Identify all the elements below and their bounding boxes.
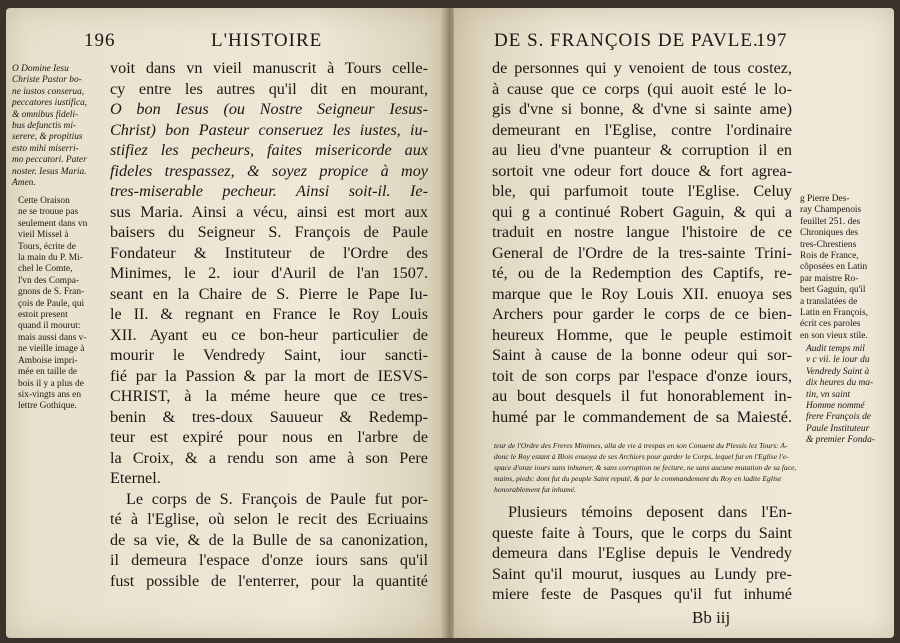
text-line: au lieu d'vne puanteur & corruption il en [492, 141, 792, 159]
text-line: humé par le commandement de sa Maiesté. [492, 407, 792, 426]
margin-line: gnons de S. Fran- [18, 287, 85, 298]
margin-line: tin, vn saint [806, 389, 851, 400]
text-line: demeurant en l'Eglise, contre l'ordinaire [492, 120, 792, 139]
margin-line: écrit ces paroles [800, 319, 861, 330]
margin-line: Amen. [12, 178, 36, 189]
text-line: queste faite à Tours, que le corps du Saint [492, 523, 792, 542]
margin-line: lettre Gothique. [18, 401, 77, 412]
text-line: de personnes qui y venoient de tous costez, [492, 59, 792, 77]
text-line: Eternel. [110, 469, 161, 487]
margin-line: Paule Instituteur [806, 423, 870, 434]
margin-line: en son vieux stile. [800, 330, 868, 341]
margin-line: ne se trouue pas [18, 207, 79, 218]
margin-line: çois de Paule, qui [18, 298, 85, 309]
text-line: General de l'Ordre de la tres-sainte Trini- [492, 243, 792, 262]
text-line: Plusieurs témoins deposent dans l'En- [508, 503, 792, 521]
text-line: cy entre les autres qu'il dit en mourant, [110, 79, 428, 98]
margin-line: serere, & propitius [12, 132, 83, 143]
margin-line: & premier Fonda- [806, 435, 875, 446]
margin-line: ray Champenois [800, 205, 862, 216]
margin-line: peccatores iustifica, [12, 98, 88, 109]
text-line: miere feste de Pasques qu'il fut inhumé [492, 585, 792, 603]
margin-line: chel le Comte, [18, 264, 73, 275]
margin-line: Cette Oraison [18, 196, 70, 206]
text-line: marque que le Roy Louis XII. enuoya ses [492, 284, 792, 303]
text-line: fideles trespassez, & soyez propice à moy [110, 161, 428, 180]
text-line: Le corps de S. François de Paule fut por- [126, 489, 428, 508]
text-line: Minimes, le 2. iour d'Auril de l'an 1507. [110, 264, 428, 282]
margin-line: feuillet 251. des [800, 216, 861, 227]
text-line: fust possible de l'enterrer, pour la quantité [110, 571, 428, 590]
footnote-line: teur de l'Ordre des Freres Minimes, alla de vie à trespas en son Conuent du Plessis lez Tours: A- [494, 441, 788, 450]
margin-note-citation [800, 194, 868, 342]
text-line: mourir le Vendredy Saint, iour sancti- [110, 346, 428, 364]
text-line: Archers pour garder le corps de ce bien- [492, 305, 792, 323]
text-line: O bon Iesus (ou Nostre Seigneur Iesus- [110, 100, 428, 118]
margin-line: tres-Chrestiens [800, 239, 857, 250]
text-line: gis d'vne si bonne, & d'vne si sainte ame) [492, 100, 792, 118]
margin-line: par maistre Ro- [800, 273, 859, 284]
margin-line: mo peccatori. Pater [12, 155, 87, 166]
margin-line: dix heures du ma- [806, 378, 874, 389]
margin-line: Audit temps mil [806, 344, 865, 354]
margin-note-chronicle-quote [806, 344, 875, 447]
right-page-number: 197 [756, 30, 788, 51]
right-body-text-continued [492, 502, 792, 605]
text-line: toit de son corps par l'espace d'onze iours, [492, 366, 792, 385]
signature-mark: Bb iij [692, 608, 731, 627]
margin-line: l'vn des Compa- [18, 275, 80, 286]
text-line: la Croix, & a rendu son ame à son Pere [110, 448, 428, 467]
text-line: le II. & regnant en France le Roy Louis [110, 305, 428, 323]
margin-line: noster. Iesus Maria. [12, 166, 87, 177]
margin-line: bois il y a plus de [18, 378, 84, 389]
margin-line: cõposées en Latin [800, 262, 868, 273]
margin-line: Chroniques des [800, 228, 859, 239]
margin-line: bus defunctis mi- [12, 121, 77, 132]
text-line: au bout desquels il fut honorablement in- [492, 387, 792, 405]
text-line: Saint qu'il mourut, iusques au Lundy pre- [492, 564, 792, 583]
text-line: Fondateur & Instituteur de l'Ordre des [110, 243, 428, 262]
footnote-line: mains, pieds: dont fut du peuple Saint reputé, & par le commandement du Roy en ladite Eglise [494, 474, 782, 483]
margin-line: esto mihi miserri- [12, 143, 79, 154]
margin-line: ne vieille image à [18, 344, 85, 355]
margin-line: seulement dans vn [18, 218, 88, 229]
right-page [454, 8, 894, 638]
margin-note-latin-prayer [12, 64, 87, 189]
margin-line: quand il mourut: [18, 321, 81, 332]
margin-line: a translatées de [800, 296, 858, 307]
text-line: té, ou de la Redemption des Captifs, re- [492, 264, 792, 282]
text-line: Saint à cause de la bonne odeur qui sor- [492, 346, 792, 364]
text-line: Christ) bon Pasteur conseruez les iustes, iu- [110, 120, 428, 139]
margin-line: six-vingts ans en [18, 389, 82, 400]
left-page-number: 196 [84, 30, 116, 51]
footnote-line: space d'onze iours sans inhumer, & sans corruption ne fecture, ne sans aucune mutation de sa face, [494, 463, 797, 472]
text-line: té à l'Eglise, où selon le recit des Ecriuains [110, 510, 428, 528]
margin-line: v c vii. le iour du [806, 355, 870, 366]
text-line: qui g a continué Robert Gaguin, & qui a [492, 202, 792, 221]
text-line: fié par la Passion & par la mort de IESVS- [110, 366, 428, 385]
text-line: seant en la Chaire de S. Pierre le Pape Iu- [110, 284, 428, 303]
margin-line: ne iustos conserua, [12, 86, 85, 97]
footnote-line: donc le Roy estant à Blois enuoya de ses Archiers pour garder le Corps, lequel fut en l'Eglise l'e- [494, 452, 789, 461]
left-body-text [110, 58, 428, 591]
text-line: heureux Homme, que le peuple estimoit [492, 325, 792, 344]
margin-line: mais aussi dans v- [18, 332, 87, 343]
margin-line: Christe Pastor bo- [12, 75, 82, 86]
text-line: demeura dans l'Eglise depuis le Vendredy [492, 544, 792, 562]
margin-line: frere François de [806, 412, 871, 423]
margin-line: Vendredy Saint à [806, 366, 870, 377]
footnote-continuation [494, 440, 884, 495]
text-line: teur est expiré pour nous en l'arbre de [110, 428, 428, 446]
margin-line: g Pierre Des- [800, 194, 850, 204]
margin-line: Homme nommé [806, 401, 865, 412]
text-line: XII. Ayant eu ce bon-heur particulier de [110, 325, 428, 344]
left-running-head: L'HISTOIRE [211, 30, 323, 51]
margin-line: mée en taille de [18, 367, 78, 378]
text-line: il demeura l'espace d'onze iours sans qu'il [110, 551, 428, 569]
text-line: traduit en nostre langue l'histoire de ce [492, 223, 792, 241]
margin-line: Latin en François, [800, 308, 868, 319]
text-line: sortoit vne odeur fort douce & fort agrea- [492, 161, 792, 180]
text-line: stifiez les pecheurs, faites misericorde aux [110, 141, 428, 159]
margin-line: Rois de France, [800, 251, 859, 262]
text-line: baisers du Seigneur S. François de Paule [110, 223, 428, 241]
margin-line: bert Gaguin, qu'il [800, 285, 866, 296]
margin-line: Amboise impri- [18, 355, 78, 366]
right-body-text [492, 58, 792, 427]
margin-line: Tours, écrite de [18, 241, 76, 252]
margin-line: la main du P. Mi- [18, 253, 83, 264]
margin-line: vieil Missel à [18, 230, 69, 241]
margin-line: estoit present [18, 310, 68, 321]
text-line: de sa vie, & de la Bulle de sa canonization, [110, 530, 428, 549]
margin-note-french-oraison [18, 196, 87, 413]
footnote-line: honorablement fut inhumé. [494, 485, 577, 494]
text-line: voit dans vn vieil manuscrit à Tours celle- [110, 59, 428, 77]
text-line: benin & tres-doux Sauueur & Redemp- [110, 407, 428, 426]
text-line: tres-miserable pecheur. Ainsi soit-il. Ie- [110, 182, 428, 200]
text-line: ble, qui parfumoit toute l'Eglise. Celuy [492, 182, 792, 200]
left-page [6, 8, 446, 638]
margin-line: O Domine Iesu [12, 64, 69, 74]
text-line: CHRIST, à la méme heure que ce tres- [110, 387, 428, 405]
margin-line: & omnibus fideli- [12, 109, 79, 120]
text-line: sus Maria. Ainsi a vécu, ainsi est mort aux [110, 202, 428, 221]
right-running-head: DE S. FRANÇOIS DE PAVLE. [494, 30, 759, 51]
text-line: à cause que ce corps (qui auoit esté le lo- [492, 79, 792, 98]
